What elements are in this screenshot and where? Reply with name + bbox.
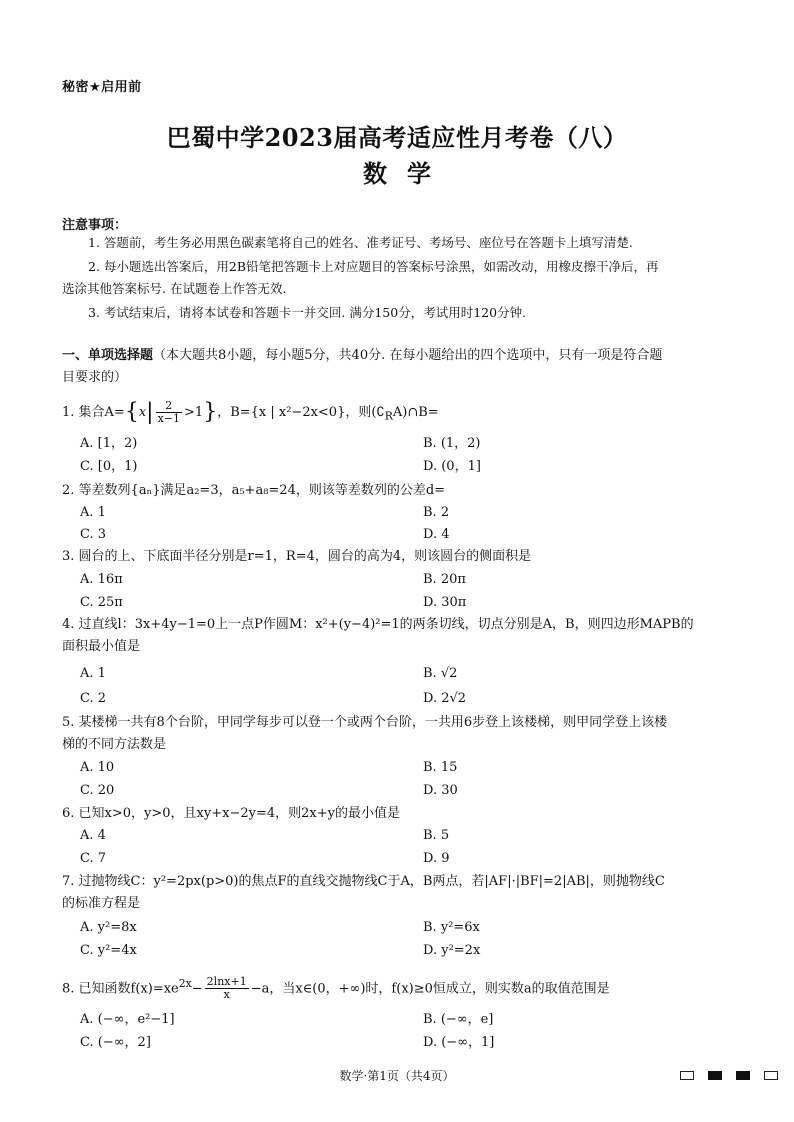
option-c: C. [0，1) — [80, 459, 138, 474]
q1-text-a: 集合A= — [78, 405, 125, 420]
notes-heading: 注意事项： — [62, 218, 128, 233]
question-number: 3. — [62, 549, 75, 564]
solid-mark-icon — [708, 1071, 722, 1080]
option-c: C. 3 — [80, 527, 107, 542]
exam-title: 巴蜀中学2023届高考适应性月考卷（八） — [166, 123, 628, 152]
option-b: B. y²=6x — [423, 920, 480, 935]
option-a: A. 10 — [80, 760, 115, 775]
question-1 — [62, 400, 746, 428]
q1-text-b: >1 — [184, 405, 204, 420]
option-a: A. 1 — [80, 505, 106, 520]
option-b: B. √2 — [423, 666, 458, 681]
question-text: 等差数列{aₙ}满足a₂=3，a₅+a₈=24，则该等差数列的公差d= — [78, 483, 446, 498]
option-d: D. 2√2 — [423, 691, 467, 706]
question-number: 2. — [62, 483, 75, 498]
subject-title: 数学 — [363, 159, 451, 188]
option-b: B. 2 — [423, 505, 450, 520]
note-text: 1. 答题前，考生务必用黑色碳素笔将自己的姓名、准考证号、考场号、座位号在答题卡上填写清楚. — [88, 235, 633, 250]
option-b: B. (1，2) — [423, 436, 481, 451]
option-a: A. (−∞，e²−1] — [80, 1012, 175, 1027]
fraction-numerator: 2 — [156, 400, 182, 413]
option-d: D. 9 — [423, 851, 450, 866]
question-text: 某楼梯一共有8个台阶，甲同学每步可以登一个或两个台阶，一共用6步登上该楼梯，则甲同学登上该楼 — [78, 715, 668, 730]
question-text: 圆台的上、下底面半径分别是r=1，R=4，圆台的高为4，则该圆台的侧面积是 — [78, 549, 532, 564]
option-b: B. 15 — [423, 760, 458, 775]
bar-separator: | — [146, 399, 154, 425]
question-text: 过抛物线C：y²=2px(p>0)的焦点F的直线交抛物线C于A，B两点，若|AF|·|BF|=2|AB|，则抛物线C — [78, 874, 665, 889]
q1-subscript: R — [384, 409, 393, 423]
q8-minus: − — [191, 981, 203, 997]
confidential-label: 秘密★启用前 — [62, 80, 142, 95]
option-d: D. 4 — [423, 527, 450, 542]
page-footer: 数学·第1页（共4页） — [339, 1069, 455, 1083]
option-d: D. 30 — [423, 783, 458, 798]
question-number: 4. — [62, 617, 75, 632]
option-a: A. y²=8x — [80, 920, 137, 935]
question-text: 过直线l：3x+4y−1=0上一点P作圆M：x²+(y−4)²=1的两条切线，切点分别是A，B，则四边形MAPB的 — [78, 617, 694, 632]
note-text: 3. 考试结束后，请将本试卷和答题卡一并交回. 满分150分，考试用时120分钟. — [88, 305, 527, 320]
note-text: 2. 每小题选出答案后，用2B铅笔把答题卡上对应题目的答案标号涂黑，如需改动，用橡皮擦干净后，再 — [88, 259, 659, 274]
fraction — [156, 400, 182, 425]
option-a: A. 16π — [80, 572, 123, 587]
q1-text-d: A)∩B= — [392, 405, 439, 420]
section-header — [62, 345, 746, 389]
question-6 — [62, 803, 746, 825]
question-text-cont: 的标准方程是 — [62, 896, 141, 911]
option-c: C. 7 — [80, 851, 107, 866]
option-c: C. 2 — [80, 691, 107, 706]
option-d: D. 30π — [423, 595, 467, 610]
option-c: C. 20 — [80, 783, 115, 798]
option-b: B. (−∞，e] — [423, 1012, 494, 1027]
question-3 — [62, 546, 746, 568]
option-a: A. [1，2) — [80, 436, 138, 451]
question-number: 1. — [62, 405, 75, 420]
question-text-cont: 梯的不同方法数是 — [62, 737, 167, 752]
option-d: D. (−∞，1] — [423, 1035, 495, 1050]
option-d: D. y²=2x — [423, 943, 481, 958]
note-text: 选涂其他答案标号. 在试题卷上作答无效. — [62, 281, 287, 296]
question-number: 8. — [62, 981, 75, 997]
option-b: B. 5 — [423, 828, 450, 843]
question-number: 7. — [62, 874, 75, 889]
q1-var: x — [138, 405, 147, 420]
question-number: 6. — [62, 806, 75, 821]
question-number: 5. — [62, 715, 75, 730]
solid-mark-icon — [736, 1071, 750, 1080]
fraction-denominator: x — [223, 988, 230, 1002]
question-2 — [62, 480, 746, 502]
note-item — [62, 278, 742, 300]
scan-marks — [680, 1071, 780, 1083]
question-text-cont: 面积最小值是 — [62, 639, 141, 654]
option-c: C. y²=4x — [80, 943, 137, 958]
brace-open: { — [124, 399, 139, 425]
option-a: A. 1 — [80, 666, 106, 681]
section-desc: （本大题共8小题，每小题5分，共40分. 在每小题给出的四个选项中，只有一项是符合题 — [153, 348, 663, 363]
option-c: C. (−∞，2] — [80, 1035, 151, 1050]
fraction-denominator: x−1 — [157, 412, 181, 425]
q8-exponent: 2x — [178, 977, 192, 990]
option-c: C. 25π — [80, 595, 123, 610]
option-a: A. 4 — [80, 828, 106, 843]
section-heading: 一、单项选择题 — [62, 348, 154, 363]
question-7 — [62, 871, 746, 915]
note-item — [62, 232, 742, 254]
note-item — [62, 256, 742, 278]
section-desc-2: 目要求的） — [62, 370, 128, 385]
option-b: B. 20π — [423, 572, 466, 587]
hollow-mark-icon — [764, 1071, 778, 1080]
question-4 — [62, 614, 746, 658]
question-5 — [62, 712, 746, 756]
fraction-numerator: 2lnx+1 — [206, 975, 247, 989]
note-item — [62, 302, 742, 324]
q8-text-a: 已知函数f(x)=xe — [78, 981, 179, 997]
q1-text-c: ，B={x | x²−2x<0}，则(∁ — [217, 405, 385, 420]
question-8 — [62, 973, 746, 1001]
question-text: 已知x>0，y>0，且xy+x−2y=4，则2x+y的最小值是 — [78, 806, 400, 821]
q8-text-b: −a，当x∈(0，+∞)时，f(x)≥0恒成立，则实数a的取值范围是 — [250, 981, 610, 997]
fraction — [205, 976, 249, 1001]
brace-close: } — [203, 399, 218, 425]
option-d: D. (0，1] — [423, 459, 481, 474]
hollow-mark-icon — [680, 1071, 694, 1080]
